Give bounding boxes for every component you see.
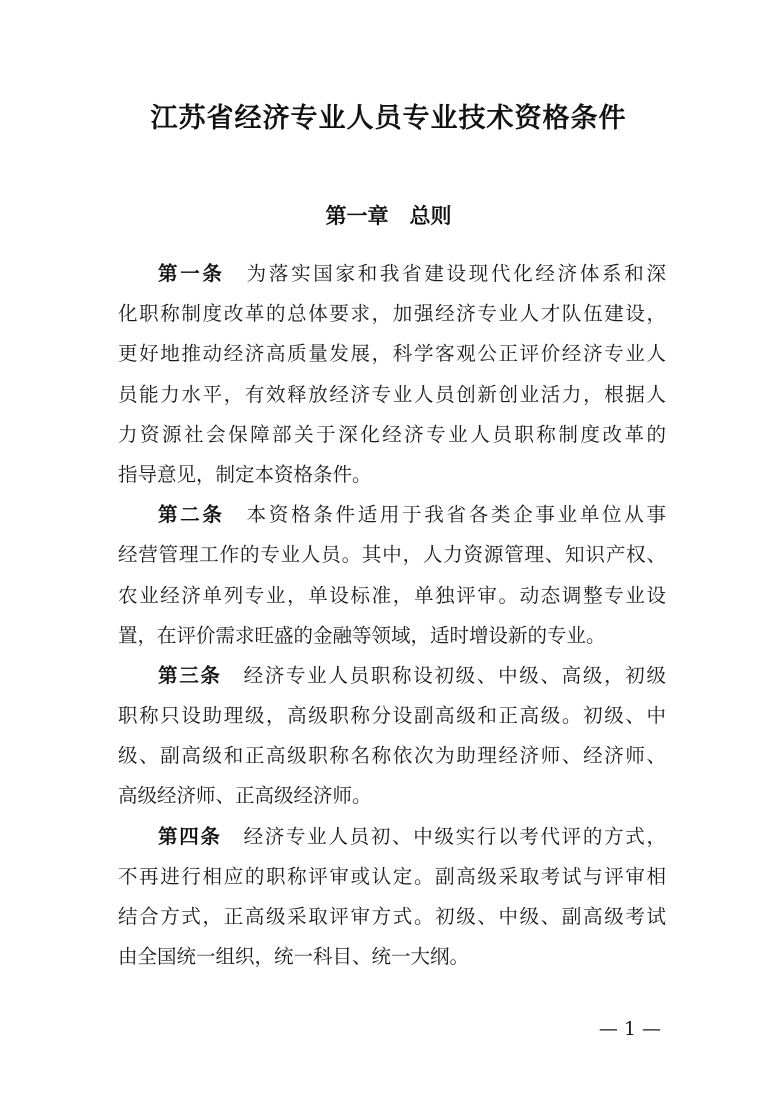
article-line: 经营管理工作的专业人员。其中，人力资源管理、知识产权、 — [118, 543, 666, 567]
article-line: 级、副高级和正高级职称名称依次为助理经济师、经济师、 — [118, 744, 666, 768]
article-line: 高级经济师、正高级经济师。 — [118, 784, 372, 808]
article-line — [118, 656, 666, 696]
article-text: 经济专业人员初、中级实行以考代评的方式， — [243, 824, 666, 848]
article-line: 员能力水平，有效释放经济专业人员创新创业活力，根据人 — [118, 382, 666, 406]
article-line: 结合方式，正高级采取评审方式。初级、中级、副高级考试 — [118, 905, 666, 928]
article-line: 农业经济单列专业，单设标准，单独评审。动态调整专业设 — [118, 583, 666, 607]
article-line: 更好地推动经济高质量发展，科学客观公正评价经济专业人 — [118, 342, 666, 366]
article-text: 经济专业人员职称设初级、中级、高级，初级 — [243, 663, 666, 687]
article-line: 由全国统一组织，统一科目、统一大纲。 — [118, 945, 470, 969]
article-line — [118, 254, 666, 294]
article-line: 力资源社会保障部关于深化经济专业人员职称制度改革的 — [118, 422, 666, 446]
chapter-title: 第一章 总则 — [325, 204, 452, 228]
article-line — [118, 495, 666, 535]
article-label: 第二条 — [158, 503, 225, 527]
article-line: 不再进行相应的职称评审或认定。副高级采取考试与评审相 — [118, 864, 666, 888]
article-label: 第三条 — [158, 663, 222, 687]
article-1 — [118, 254, 666, 495]
document-body — [118, 254, 666, 977]
page-number: — 1 — — [598, 1018, 661, 1040]
article-line: 指导意见，制定本资格条件。 — [118, 462, 372, 486]
article-2 — [118, 495, 666, 656]
article-line: 化职称制度改革的总体要求，加强经济专业人才队伍建设， — [118, 302, 666, 326]
article-text: 为落实国家和我省建设现代化经济体系和深 — [246, 262, 666, 285]
article-line — [118, 817, 666, 857]
article-4 — [118, 817, 666, 978]
article-line: 职称只设助理级，高级职称分设副高级和正高级。初级、中 — [118, 704, 666, 728]
article-text: 本资格条件适用于我省各类企事业单位从事 — [246, 503, 666, 527]
article-line: 置，在评价需求旺盛的金融等领域，适时增设新的专业。 — [118, 623, 606, 647]
article-label: 第一条 — [158, 262, 225, 285]
document-title: 江苏省经济专业人员专业技术资格条件 — [150, 103, 627, 134]
article-label: 第四条 — [158, 824, 222, 848]
article-3 — [118, 656, 666, 817]
